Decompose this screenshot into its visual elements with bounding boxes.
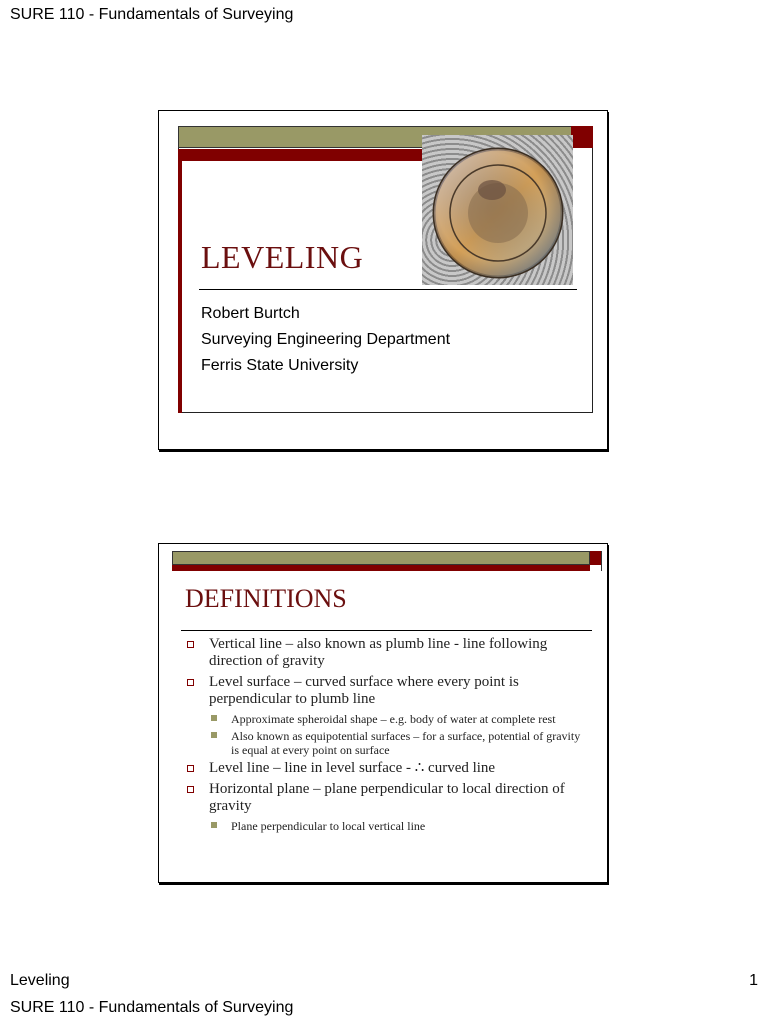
bullet-item: Vertical line – also known as plumb line - line following direction of gravity — [185, 636, 585, 670]
sub-bullet-item: Approximate spheroidal shape – e.g. body of water at complete rest — [185, 712, 585, 726]
maroon-square — [571, 126, 593, 148]
slide-title — [158, 110, 608, 450]
survey-disk-image — [422, 135, 573, 285]
page-number: 1 — [749, 972, 758, 989]
sub-bullet-item: Also known as equipotential surfaces – for a surface, potential of gravity is equal at every point on surface — [185, 729, 585, 757]
university-name: Ferris State University — [201, 357, 359, 374]
slide-title-text: DEFINITIONS — [185, 584, 347, 613]
bullet-item: Level line – line in level surface - ∴ curved line — [185, 760, 585, 777]
slide-definitions — [158, 543, 608, 883]
olive-banner — [172, 551, 590, 565]
bullet-item: Horizontal plane – plane perpendicular to local direction of gravity — [185, 781, 585, 815]
author-block — [201, 301, 450, 379]
author-name: Robert Burtch — [201, 305, 300, 322]
sub-bullet-item: Plane perpendicular to local vertical line — [185, 819, 585, 833]
bullet-item: Level surface – curved surface where every point is perpendicular to plumb line — [185, 674, 585, 708]
title-rule — [181, 630, 592, 631]
frame-edge — [601, 551, 602, 571]
left-accent-stripe — [178, 149, 182, 413]
page-header: SURE 110 - Fundamentals of Surveying — [10, 6, 294, 23]
department-name: Surveying Engineering Department — [201, 331, 451, 348]
definition-list — [185, 636, 585, 836]
maroon-banner — [172, 565, 590, 571]
page-footer-course: SURE 110 - Fundamentals of Surveying — [10, 999, 294, 1016]
slide-title-text: LEVELING — [201, 239, 364, 275]
footer-title: Leveling — [10, 972, 70, 989]
benchmark-disk-photo — [422, 135, 573, 285]
title-rule — [199, 289, 577, 290]
